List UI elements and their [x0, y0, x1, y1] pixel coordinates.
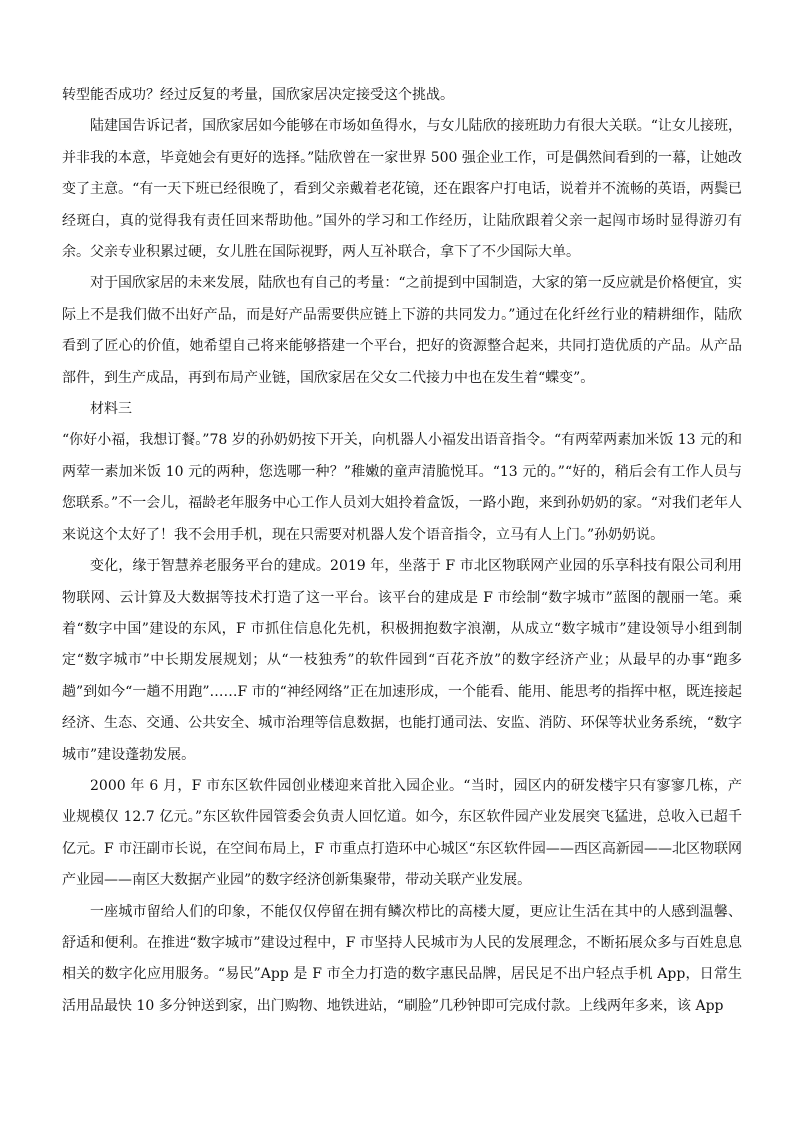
- document-page: [62, 80, 742, 1022]
- paragraph-3: 对于国欣家居的未来发展，陆欣也有自己的考量：“之前提到中国制造，大家的第一反应就是价格便宜，实际上不是我们做不出好产品，而是好产品需要供应链上下游的共同发力。”通过在化纤丝行业的精耕细作，陆欣看到了匠心的价值，她希望自己将来能够搭建一个平台，把好的资源整合起来，共同打造优质的产品。从产品部件，到生产成品，再到布局产业链，国欣家居在父女二代接力中也在发生着“蝶变”。: [62, 275, 742, 386]
- paragraph-7: 一座城市留给人们的印象，不能仅仅停留在拥有鳞次栉比的高楼大厦，更应让生活在其中的人感到温馨、舒适和便利。在推进“数字城市”建设过程中，F 市坚持人民城市为人民的发展理念，不断拓展众多与百姓息息相关的数字化应用服务。“易民”App 是 F 市全力打造的数字惠民品牌，居民足不出户轻点手机 App，日常生活用品最快 10 多分钟送到家，出门购物、地铁进站，“刷脸”几秒钟即可完成付款。上线两年多来，该 App: [62, 903, 742, 1014]
- paragraph-5: 变化，缘于智慧养老服务平台的建成。2019 年，坐落于 F 市北区物联网产业园的乐享科技有限公司利用物联网、云计算及大数据等技术打造了这一平台。该平台的建成是 F 市绘制“数字城市”蓝图的靓丽一笔。乘着“数字中国”建设的东风，F 市抓住信息化先机，积极拥抱数字浪潮，从成立“数字城市”建设领导小组到制定“数字城市”中长期发展规划；从“一枝独秀”的软件园到“百花齐放”的数字经济产业；从最早的办事“跑多趟”到如今“一趟不用跑”……F 市的“神经网络”正在加速形成，一个能看、能用、能思考的指挥中枢，既连接起经济、生态、交通、公共安全、城市治理等信息数据，也能打通司法、安监、消防、环保等状业务系统，“数字城市”建设蓬勃发展。: [62, 558, 742, 763]
- paragraph-2: 陆建国告诉记者，国欣家居如今能够在市场如鱼得水，与女儿陆欣的接班助力有很大关联。“让女儿接班，并非我的本意，毕竟她会有更好的选择。”陆欣曾在一家世界 500 强企业工作，可是偶然间看到的一幕，让她改变了主意。“有一天下班已经很晚了，看到父亲戴着老花镜，还在跟客户打电话，说着并不流畅的英语，两鬓已经斑白，真的觉得我有责任回来帮助他。”国外的学习和工作经历，让陆欣跟着父亲一起闯市场时显得游刃有余。父亲专业积累过硬，女儿胜在国际视野，两人互补联合，拿下了不少国际大单。: [62, 118, 742, 261]
- paragraph-4: “你好小福，我想订餐。”78 岁的孙奶奶按下开关，向机器人小福发出语音指令。“有两荤两素加米饭 13 元的和两荤一素加米饭 10 元的两种，您选哪一种？”稚嫩的童声清脆悦耳。“13 元的。”“好的，稍后会有工作人员与您联系。”不一会儿，福龄老年服务中心工作人员刘大姐拎着盒饭，一路小跑，来到孙奶奶的家。“对我们老年人来说这个太好了！我不会用手机，现在只需要对机器人发个语音指令，立马有人上门。”孙奶奶说。: [62, 432, 742, 543]
- paragraph-6: 2000 年 6 月，F 市东区软件园创业楼迎来首批入园企业。“当时，园区内的研发楼宇只有寥寥几栋，产业规模仅 12.7 亿元。”东区软件园管委会负责人回忆道。如今，东区软件园产业发展突飞猛进，总收入已超千亿元。F 市汪副市长说，在空间布局上，F 市重点打造环中心城区“东区软件园——西区高新园——北区物联网产业园——南区大数据产业园”的数字经济创新集聚带，带动关联产业发展。: [62, 777, 742, 889]
- section-heading: 材料三: [90, 401, 132, 418]
- paragraph-1: 转型能否成功？经过反复的考量，国欣家居决定接受这个挑战。: [62, 87, 454, 103]
